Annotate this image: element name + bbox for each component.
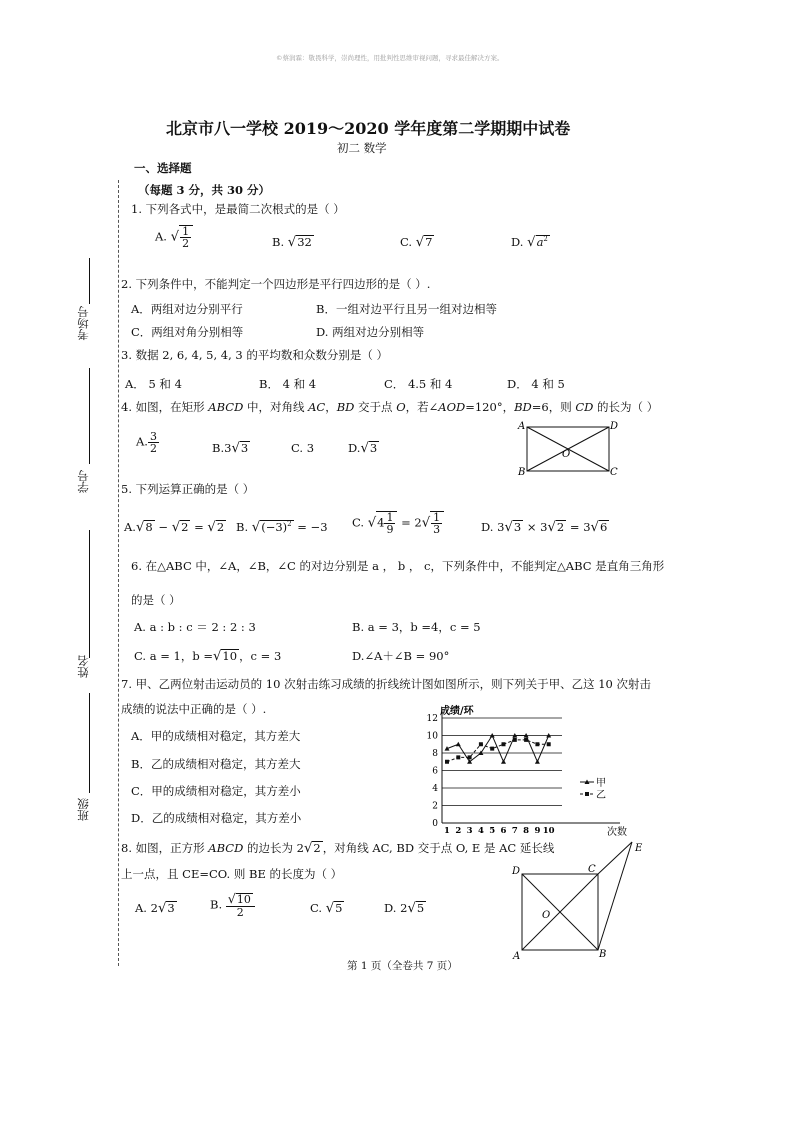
radical: √2 (547, 520, 565, 535)
q6-option-d: D.∠A＋∠B = 90° (352, 649, 450, 663)
radical: √32 (287, 235, 312, 250)
y-tick-label: 8 (432, 749, 438, 759)
radicand: 32 (297, 235, 312, 249)
denominator: 2 (149, 442, 157, 455)
q7-option-d: D．乙的成绩相对稳定，其方差小 (131, 811, 302, 825)
radical: √7 (415, 235, 433, 250)
option-letter: C. (310, 901, 323, 915)
q5-option-b (236, 520, 328, 535)
x-tick-label: 6 (500, 826, 507, 836)
radical: √5 (407, 901, 425, 916)
denominator: 2 (182, 237, 190, 250)
q4-stem (121, 399, 658, 415)
q1-option-c (400, 235, 434, 250)
text: 交于点 (354, 400, 397, 414)
option-letter: D. (511, 235, 524, 249)
x-tick-label: 2 (455, 826, 462, 836)
option-letter: D. (348, 441, 361, 455)
radicand: 8 (145, 520, 153, 534)
data-point-1 (479, 742, 483, 746)
text: 4. 如图，在矩形 (121, 400, 209, 414)
id-blank (89, 368, 90, 464)
denominator: 2 (236, 905, 244, 919)
radical: √ $\frac{1}{2}$ (171, 225, 193, 249)
var: CD (575, 400, 594, 414)
q7-option-b: B．乙的成绩相对稳定，其方差大 (131, 757, 301, 771)
q7-stem-cont: 成绩的说法中正确的是（ ）. (121, 702, 267, 716)
class-blank (89, 693, 90, 793)
q3-stem: 3. 数据 2, 6, 4, 5, 4, 3 的平均数和众数分别是（ ） (121, 348, 389, 362)
q4-option-b (212, 441, 250, 456)
label-c: C (610, 467, 618, 478)
q7-option-c: C．甲的成绩相对稳定，其方差小 (131, 784, 301, 798)
q6-stem-cont: 的是（ ） (131, 593, 181, 607)
q6-option-c (134, 648, 281, 664)
q8-option-c (310, 901, 344, 916)
q5-option-d (481, 520, 609, 535)
q5-stem: 5. 下列运算正确的是（ ） (121, 482, 255, 496)
radical: √8 (135, 520, 153, 535)
option-letter: A. (155, 229, 167, 244)
radicand: 3 (513, 520, 522, 534)
y-tick-label: 2 (432, 801, 438, 812)
operator: × 3 (523, 520, 548, 534)
label-d: D (610, 421, 619, 432)
text: ， (325, 400, 337, 414)
room-blank (89, 258, 90, 304)
rectangle-figure (514, 418, 624, 478)
watermark: ©蔡润霖：敬畏科学，崇尚理性，用批判性思维审视问题，寻求最佳解决方案。 (276, 54, 504, 62)
radical: √3 (504, 520, 522, 535)
x-tick-label: 3 (466, 826, 473, 836)
option-letter: A. (124, 520, 136, 534)
q3-option-d: D． 4 和 5 (507, 377, 565, 391)
text: 8. 如图，正方形 (121, 841, 209, 855)
radicand: 2 (216, 520, 225, 534)
q8-option-b (210, 893, 255, 918)
q8-stem (121, 840, 554, 856)
q7-option-a: A．甲的成绩相对稳定，其方差大 (131, 729, 301, 743)
label-d: D (512, 866, 521, 877)
radical: √2 (303, 841, 321, 856)
data-point-0 (501, 759, 506, 764)
q1-option-a (155, 225, 193, 249)
exam-title: 北京市八一学校 2019～2020 学年度第二学期期中试卷 (166, 119, 571, 138)
option-letter: B.3 (212, 441, 232, 455)
q2-option-a: A．两组对边分别平行 (131, 302, 243, 316)
data-point-1 (524, 738, 528, 742)
radical: √10 (212, 649, 238, 664)
option-letter: C. (400, 235, 413, 249)
var: ABCD (208, 400, 244, 414)
data-point-0 (456, 742, 461, 747)
q5-option-a (124, 520, 226, 535)
data-point-0 (535, 759, 540, 764)
operator: = 2 (397, 515, 422, 530)
x-tick-label: 1 (444, 826, 450, 836)
text: 的长为（ ） (593, 400, 659, 414)
y-tick-label: 10 (426, 731, 438, 742)
label-e: E (635, 843, 643, 854)
var: ABCD (208, 841, 244, 855)
x-tick-label: 10 (542, 826, 555, 836)
result: = −3 (293, 520, 328, 534)
radical: √2 (171, 520, 189, 535)
y-axis-label: 成绩/环 (440, 706, 474, 717)
label-b: B (599, 949, 607, 960)
var: BD (514, 400, 532, 414)
radicand: a (536, 235, 544, 249)
exponent: 2 (543, 235, 548, 244)
q7-stem: 7. 甲、乙两位射击运动员的 10 次射击练习成绩的折线统计图如图所示，则下列关于甲、乙这 10 次射击 (121, 677, 652, 691)
denominator: 3 (433, 523, 441, 536)
q3-option-a: A． 5 和 4 (125, 377, 182, 391)
operator: = 3 (566, 520, 591, 534)
legend-label-1: 乙 (596, 790, 606, 801)
text: C. a = 1，b = (134, 649, 213, 663)
data-point-1 (490, 747, 494, 751)
radicand: 7 (425, 235, 433, 249)
option-letter: D. (481, 520, 494, 534)
option-letter: C. (352, 515, 365, 530)
radicand: 3 (240, 441, 249, 455)
x-tick-label: 4 (477, 826, 484, 836)
legend-label-0: 甲 (596, 778, 606, 789)
radicand: 2 (556, 520, 565, 534)
radical: √3 (231, 441, 249, 456)
data-point-1 (456, 755, 460, 759)
option-letter: A. 2 (135, 901, 158, 915)
data-point-1 (502, 742, 506, 746)
q3-option-b: B． 4 和 4 (259, 377, 317, 391)
label-b: B (518, 467, 526, 478)
numerator: 1 (433, 511, 441, 524)
text: 的边长为 2 (243, 841, 304, 855)
var: BD (336, 400, 355, 414)
text: ，对角线 AC, BD 交于点 O, E 是 AC 延长线 (322, 841, 555, 855)
y-tick-label: 0 (432, 819, 438, 829)
operator: − (154, 520, 172, 534)
operator: = (190, 520, 208, 534)
label-o: O (542, 910, 551, 921)
id-label: 学号 (76, 470, 90, 493)
radicand: (−3) (261, 520, 288, 534)
text: =120°， (465, 400, 515, 414)
option-letter: D. 2 (384, 901, 408, 915)
data-point-1 (445, 760, 449, 764)
numerator: 3 (149, 430, 157, 443)
label-c: C (588, 864, 596, 875)
q4-option-a (136, 431, 159, 454)
var: AOD (438, 400, 466, 414)
radical: √2 (207, 520, 225, 535)
q1-stem: 1. 下列各式中，是最简二次根式的是（ ） (131, 202, 345, 216)
name-label: 姓名 (76, 655, 90, 678)
radicand: 10 (236, 893, 251, 906)
text: ，c = 3 (239, 649, 282, 663)
radicand: 6 (599, 520, 608, 534)
y-tick-label: 12 (426, 714, 438, 724)
label-a: A (513, 951, 521, 962)
option-letter: B. (272, 235, 285, 249)
square-figure (508, 834, 658, 962)
text: ，若∠ (405, 400, 439, 414)
x-tick-label: 8 (523, 826, 530, 836)
option-letter: A. (136, 434, 148, 449)
x-axis-label: 次数 (607, 827, 627, 838)
x-tick-label: 9 (534, 826, 541, 836)
q2-option-d: D. 两组对边分别相等 (316, 325, 425, 339)
q4-option-d (348, 441, 379, 456)
radical: √10 (227, 891, 251, 906)
q6-option-b: B. a = 3，b =4，c = 5 (352, 620, 481, 634)
q3-option-c: C． 4.5 和 4 (384, 377, 453, 391)
score-line-chart (420, 696, 635, 841)
radicand: 3 (167, 901, 175, 915)
x-tick-label: 5 (489, 826, 496, 836)
data-point-1 (535, 742, 539, 746)
q8-option-d (384, 901, 426, 916)
q8-option-a (135, 901, 177, 916)
room-label: 考场号 (76, 306, 90, 341)
numerator: 1 (182, 225, 190, 238)
denominator: 9 (386, 523, 394, 536)
radical: √3 (157, 901, 175, 916)
radicand: 2 (181, 520, 189, 534)
q6-stem: 6. 在△ABC 中，∠A，∠B，∠C 的对边分别是 a ， b ， c，下列条件中，不能判定△ABC 是直角三角形 (131, 559, 665, 573)
q4-option-c: C. 3 (291, 441, 315, 455)
label-a: A (518, 421, 526, 432)
option-letter: B. (210, 897, 223, 912)
page-footer: 第 1 页（全卷共 7 页） (347, 960, 458, 972)
radicand: 5 (335, 901, 343, 915)
radical: √ $\frac{1}{3}$ (422, 511, 444, 535)
radicand: 3 (369, 441, 378, 455)
radicand: 5 (416, 901, 425, 915)
data-point-1 (547, 742, 551, 746)
radical: √3 (360, 441, 378, 456)
data-point-1 (513, 738, 517, 742)
label-o: O (562, 449, 571, 460)
radical: $√(-3)^2$ (251, 520, 292, 535)
coef: 3 (497, 520, 505, 534)
x-tick-label: 7 (511, 826, 518, 836)
whole: 4 (377, 515, 385, 530)
radicand: 2 (313, 841, 321, 855)
text: 中，对角线 (243, 400, 309, 414)
q1-option-d (511, 235, 550, 250)
q6-option-a: A. a : b : c ＝ 2 : 2 : 3 (134, 620, 256, 634)
radical: $√a^2$ (527, 235, 548, 250)
var: AC (308, 400, 326, 414)
data-point-1 (468, 755, 472, 759)
binding-line (118, 180, 119, 966)
exam-subtitle: 初二 数学 (337, 141, 387, 155)
section-title: 一、选择题 (134, 161, 192, 175)
q2-option-c: C．两组对角分别相等 (131, 325, 244, 339)
var: O (396, 400, 406, 414)
class-label: 班级 (76, 798, 90, 821)
q8-stem-cont: 上一点，且 CE=CO. 则 BE 的长度为（ ） (121, 867, 343, 881)
q1-option-b (272, 235, 314, 250)
q5-option-c (352, 511, 444, 535)
score-note: （每题 3 分，共 30 分） (138, 183, 271, 197)
numerator: 1 (386, 511, 394, 524)
text: =6，则 (531, 400, 576, 414)
exponent: 2 (287, 520, 292, 529)
y-tick-label: 4 (432, 784, 438, 794)
q2-stem: 2. 下列条件中，不能判定一个四边形是平行四边形的是（ ）. (121, 277, 431, 291)
radical: √4 $\frac{1}{9}$ (368, 511, 398, 535)
radicand: 10 (222, 649, 238, 663)
option-letter: B. (236, 520, 249, 534)
legend-marker-1 (585, 792, 589, 796)
radical: √5 (325, 901, 343, 916)
q2-option-b: B．一组对边平行且另一组对边相等 (316, 302, 497, 316)
radical: √6 (590, 520, 608, 535)
y-tick-label: 6 (432, 766, 438, 777)
name-blank (89, 530, 90, 658)
